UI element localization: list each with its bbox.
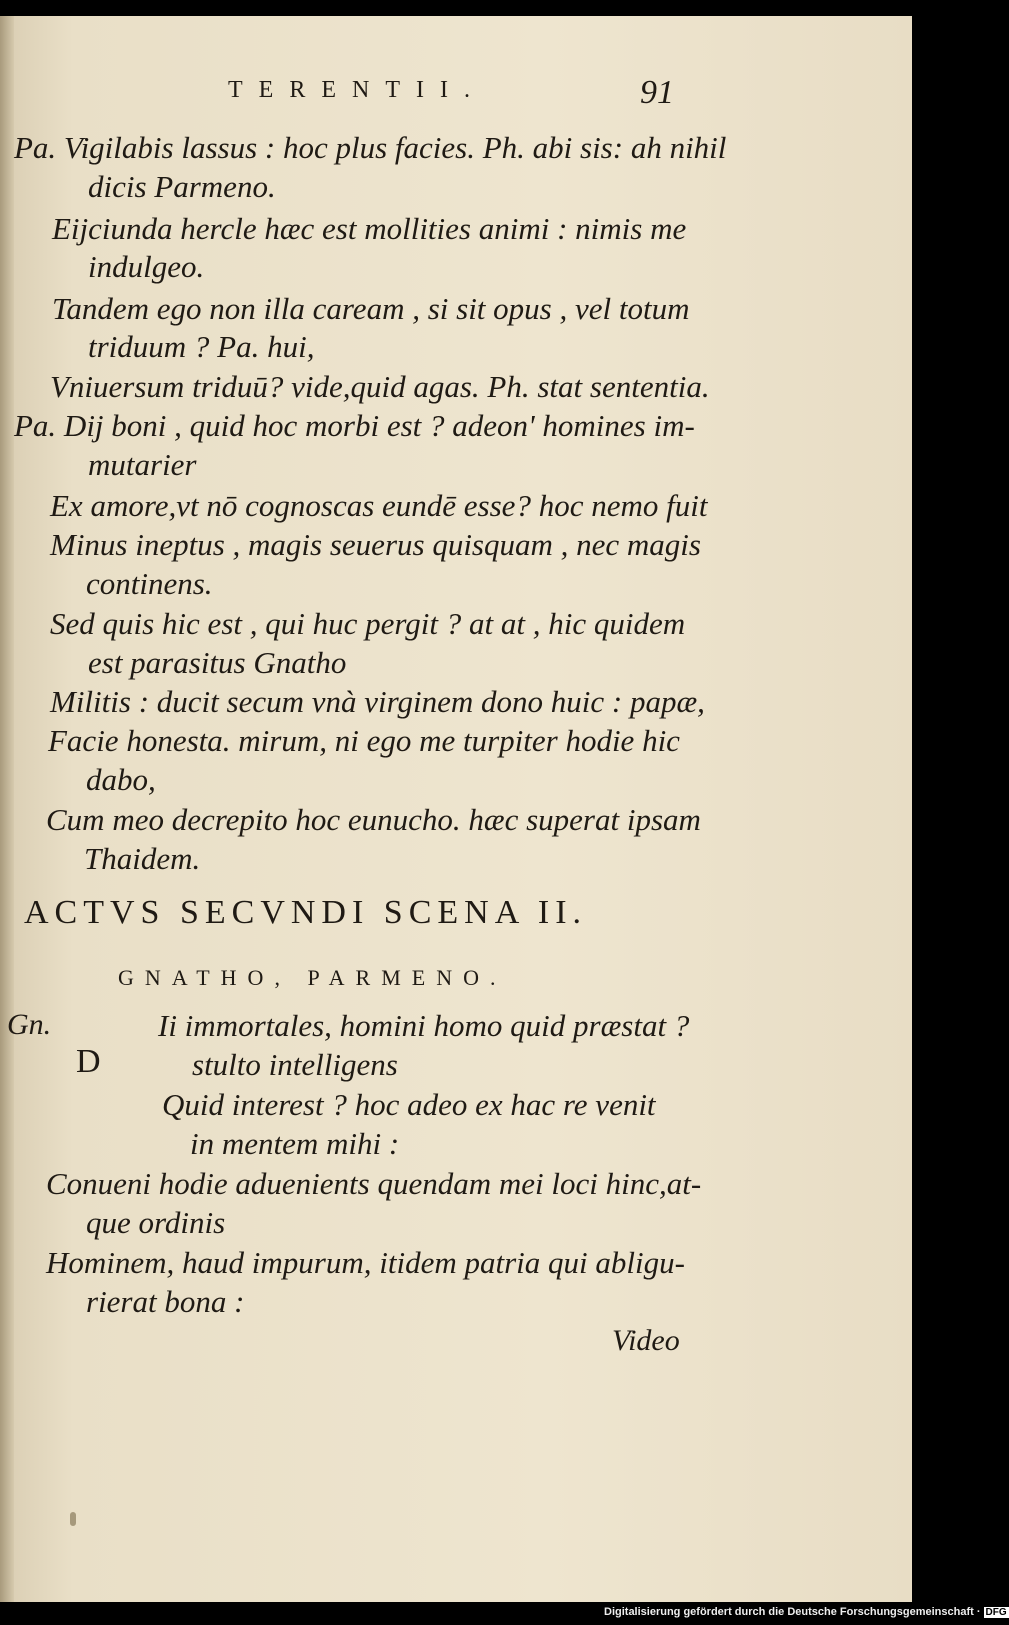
text-line: in mentem mihi : — [190, 1126, 400, 1161]
text-line: triduum ? Pa. hui, — [88, 329, 315, 364]
text-line: Vniuersum triduū? vide,quid agas. Ph. stat sententia. — [50, 369, 710, 404]
text-line: stulto intelligens — [192, 1047, 398, 1082]
text-line: Quid interest ? hoc adeo ex hac re venit — [162, 1087, 656, 1122]
text-line: rierat bona : — [86, 1284, 245, 1319]
credit-text: Digitalisierung gefördert durch die Deutsche Forschungsgemeinschaft — [604, 1606, 974, 1618]
speaker-label: Gn. — [7, 1008, 52, 1041]
book-page — [0, 16, 912, 1602]
text-line: Thaidem. — [84, 841, 201, 876]
text-line: Eijciunda hercle hæc est mollities animi : nimis me — [52, 211, 687, 246]
text-line: Militis : ducit secum vnà virginem dono huic : papæ, — [50, 684, 705, 719]
text-line: dabo, — [86, 762, 156, 797]
page-gutter — [0, 16, 14, 1602]
text-line: mutarier — [88, 447, 197, 482]
text-line: Minus ineptus , magis seuerus quisquam , nec magis — [50, 527, 701, 562]
text-line: Ii immortales, homini homo quid præstat ? — [158, 1008, 690, 1043]
scene-heading: ACTVS SECVNDI SCENA II. — [24, 894, 588, 931]
running-title: TERENTII. — [228, 77, 486, 103]
text-line: indulgeo. — [88, 249, 205, 284]
text-line: Cum meo decrepito hoc eunucho. hæc superat ipsam — [46, 802, 701, 837]
text-line: Tandem ego non illa caream , si sit opus , vel totum — [52, 291, 690, 326]
scene-persons: GNATHO, PARMENO. — [118, 965, 507, 990]
drop-capital: D — [76, 1043, 101, 1080]
text-line: continens. — [86, 566, 213, 601]
text-line: dicis Parmeno. — [88, 169, 276, 204]
dfg-logo: DFG — [985, 1607, 1007, 1618]
text-line: que ordinis — [86, 1205, 226, 1240]
text-line: Facie honesta. mirum, ni ego me turpiter hodie hic — [48, 723, 680, 758]
text-line: Conueni hodie aduenients quendam mei loci hinc,at- — [46, 1166, 702, 1201]
text-line: Pa. Vigilabis lassus : hoc plus facies. Ph. abi sis: ah nihil — [14, 130, 727, 165]
text-line: Pa. Dij boni , quid hoc morbi est ? adeon' homines im- — [14, 408, 695, 443]
catchword: Video — [612, 1324, 680, 1357]
digitization-credit: Digitalisierung gefördert durch die Deutsche Forschungsgemeinschaft · DFG — [604, 1606, 1007, 1618]
ink-mark — [70, 1512, 76, 1526]
text-line: est parasitus Gnatho — [88, 645, 347, 680]
folio-number: 91 — [640, 74, 674, 111]
text-line: Hominem, haud impurum, itidem patria qui abligu- — [46, 1245, 685, 1280]
text-line: Ex amore,vt nō cognoscas eundē esse? hoc nemo fuit — [50, 488, 708, 523]
text-line: Sed quis hic est , qui huc pergit ? at at , hic quidem — [50, 606, 686, 641]
